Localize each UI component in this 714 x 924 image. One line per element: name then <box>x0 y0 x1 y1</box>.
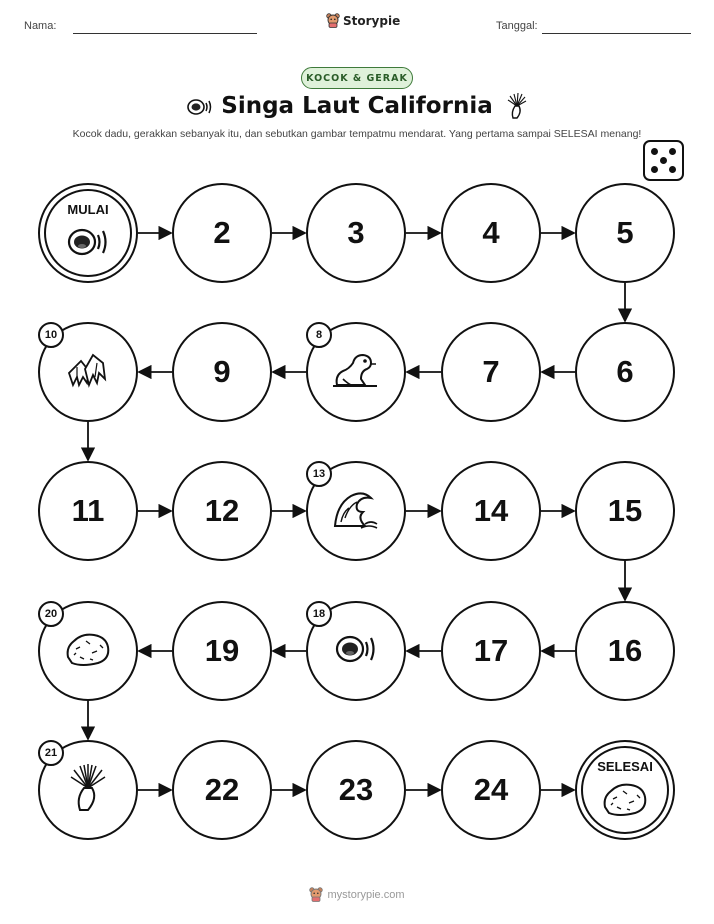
date-label: Tanggal: <box>496 20 538 32</box>
board-space <box>172 461 272 561</box>
board-space <box>575 183 675 283</box>
board-space <box>172 740 272 840</box>
finish-label: SELESAI <box>597 759 653 774</box>
board-space <box>441 183 541 283</box>
name-line[interactable] <box>73 33 257 34</box>
board-space-picture <box>38 601 138 701</box>
space-number: 14 <box>473 493 509 528</box>
dice-five-icon <box>643 140 684 181</box>
board-space <box>306 740 406 840</box>
date-line[interactable] <box>542 33 691 34</box>
brand <box>326 13 400 28</box>
board-space <box>306 183 406 283</box>
board-space <box>575 461 675 561</box>
name-label: Nama: <box>24 20 57 32</box>
space-number: 22 <box>204 772 240 807</box>
space-number: 16 <box>607 633 643 668</box>
space-number-badge: 21 <box>38 740 64 766</box>
space-number-badge: 18 <box>306 601 332 627</box>
start-space <box>38 183 138 283</box>
board-space <box>441 461 541 561</box>
space-number: 5 <box>616 215 634 250</box>
brand-name: Storypie <box>343 13 401 28</box>
space-number: 23 <box>338 772 374 807</box>
space-number: 3 <box>347 215 365 250</box>
page-title: Singa Laut California <box>221 93 493 119</box>
anemone-icon <box>506 92 528 120</box>
footer <box>0 887 714 902</box>
category-badge: KOCOK & GERAK <box>301 67 413 89</box>
bear-mascot-icon <box>309 887 323 902</box>
space-number: 15 <box>607 493 643 528</box>
anemone-icon <box>68 762 108 818</box>
board-space-picture <box>306 601 406 701</box>
space-number: 6 <box>616 354 634 389</box>
instructions: Kocok dadu, gerakkan sebanyak itu, dan sebutkan gambar tempatmu mendarat. Yang pertama sampai SELESAI menang! <box>72 128 642 140</box>
board-space-picture <box>306 461 406 561</box>
space-number: 12 <box>204 493 240 528</box>
flippers-icon <box>61 351 115 393</box>
finish-space <box>575 740 675 840</box>
barking-mouth-icon <box>186 96 214 118</box>
space-number: 9 <box>213 354 231 389</box>
space-number-badge: 8 <box>306 322 332 348</box>
space-number: 4 <box>482 215 500 250</box>
space-number: 24 <box>473 772 509 807</box>
space-number: 7 <box>482 354 500 389</box>
board-space <box>575 601 675 701</box>
footer-url: mystorypie.com <box>327 888 405 901</box>
board-space <box>172 322 272 422</box>
space-number-badge: 13 <box>306 461 332 487</box>
bear-mascot-icon <box>326 13 340 28</box>
board-space <box>38 461 138 561</box>
space-number-badge: 10 <box>38 322 64 348</box>
board-space <box>575 322 675 422</box>
space-number: 19 <box>204 633 240 668</box>
wave-icon <box>331 488 381 534</box>
board-space-picture <box>306 322 406 422</box>
board-space <box>172 601 272 701</box>
start-label: MULAI <box>67 202 109 217</box>
space-number: 11 <box>71 493 105 528</box>
sea-lion-icon <box>331 349 381 395</box>
rock-icon <box>62 629 114 673</box>
board-space-picture <box>38 322 138 422</box>
space-number: 2 <box>213 215 231 250</box>
board-space <box>441 601 541 701</box>
space-number-badge: 20 <box>38 601 64 627</box>
board-space-picture <box>38 740 138 840</box>
board-space <box>172 183 272 283</box>
board-space <box>441 740 541 840</box>
barking-mouth-icon <box>334 631 378 671</box>
board-space <box>441 322 541 422</box>
space-number: 17 <box>473 633 509 668</box>
